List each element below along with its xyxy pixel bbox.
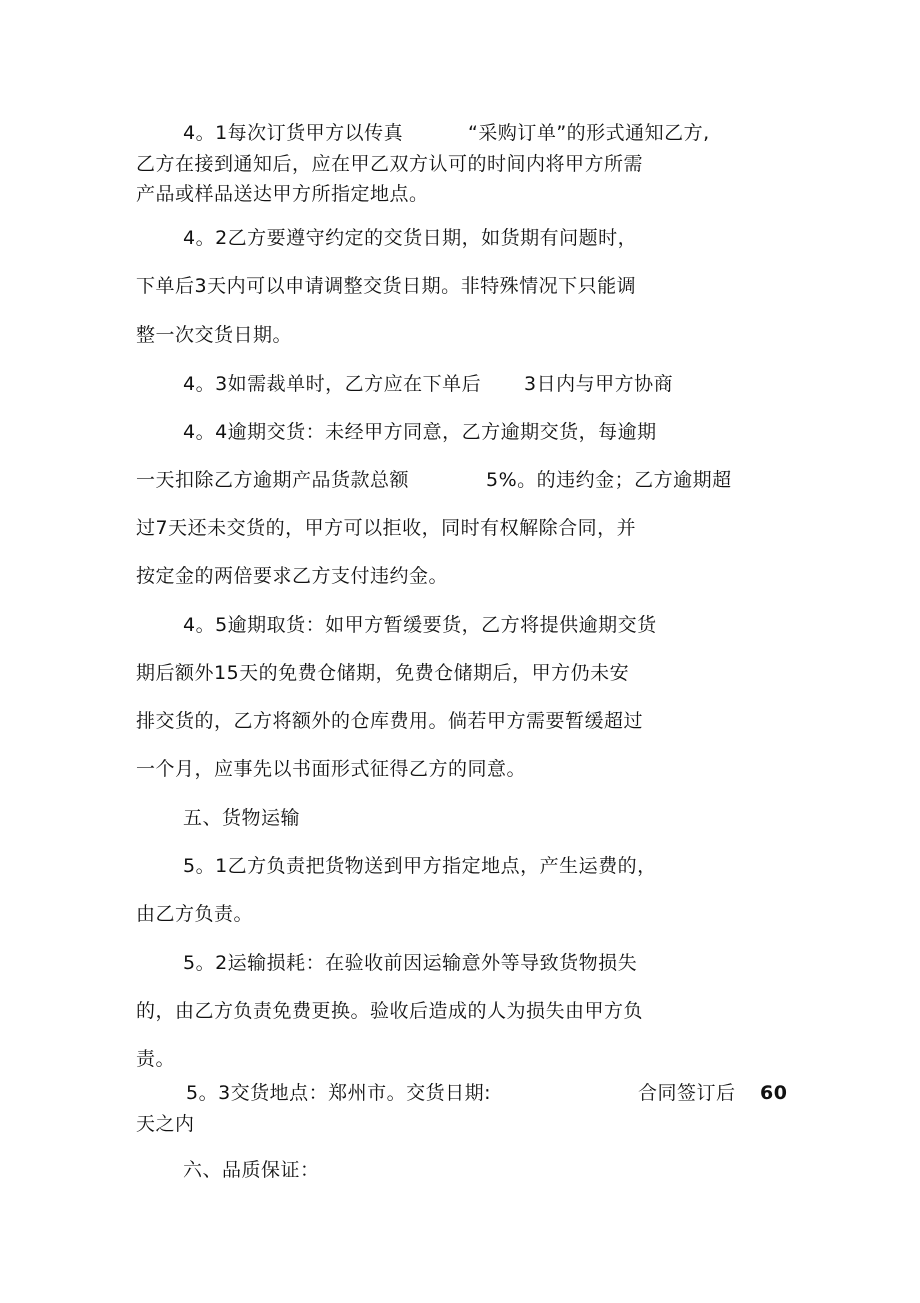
clause-4-2-line-1: 4。2乙方要遵守约定的交货日期，如货期有问题时， (183, 227, 638, 249)
clause-5-2-line-3: 责。 (136, 1048, 176, 1070)
clause-4-2-line-3: 整一次交货日期。 (136, 324, 293, 346)
section-5-heading: 五、货物运输 (183, 807, 301, 829)
section-6-heading: 六、品质保证： (183, 1159, 320, 1181)
clause-4-3-line-1b: 3日内与甲方协商 (524, 373, 674, 395)
clause-4-1-line-1a: 4。1每次订货甲方以传真 (183, 122, 404, 144)
clause-4-5-line-2: 期后额外15天的免费仓储期，免费仓储期后，甲方仍未安 (136, 662, 630, 684)
clause-4-3-line-1a: 4。3如需裁单时，乙方应在下单后 (183, 373, 482, 395)
clause-4-1-line-3: 产品或样品送达甲方所指定地点。 (136, 183, 429, 205)
clause-4-5-line-4: 一个月，应事先以书面形式征得乙方的同意。 (136, 758, 527, 780)
clause-5-3-line-1a: 5。3交货地点：郑州市。交货日期: (186, 1082, 492, 1104)
clause-5-1-line-1: 5。1乙方负责把货物送到甲方指定地点，产生运费的， (183, 855, 657, 877)
clause-4-5-line-1: 4。5逾期取货：如甲方暂缓要货，乙方将提供逾期交货 (183, 614, 657, 636)
clause-4-4-line-1: 4。4逾期交货：未经甲方同意，乙方逾期交货，每逾期 (183, 421, 657, 443)
clause-4-4-line-2a: 一天扣除乙方逾期产品货款总额 (136, 469, 410, 491)
clause-5-2-line-2: 的，由乙方负责免费更换。验收后造成的人为损失由甲方负 (136, 1000, 644, 1022)
clause-4-2-line-2: 下单后3天内可以申请调整交货日期。非特殊情况下只能调 (136, 275, 637, 297)
clause-5-3-line-1b: 合同签订后 (638, 1082, 736, 1104)
clause-5-2-line-1: 5。2运输损耗：在验收前因运输意外等导致货物损失 (183, 952, 638, 974)
clause-4-4-line-2b: 5%。的违约金；乙方逾期超 (486, 469, 732, 491)
clause-5-3-days-number: 60 (760, 1082, 788, 1104)
clause-4-4-line-3: 过7天还未交货的，甲方可以拒收，同时有权解除合同，并 (136, 517, 637, 539)
clause-4-1-line-1b: “采购订单”的形式通知乙方, (468, 122, 710, 144)
clause-4-5-line-3: 排交货的，乙方将额外的仓库费用。倘若甲方需要暂缓超过 (136, 710, 644, 732)
clause-4-1-line-2: 乙方在接到通知后，应在甲乙双方认可的时间内将甲方所需 (136, 153, 644, 175)
clause-4-4-line-4: 按定金的两倍要求乙方支付违约金。 (136, 565, 449, 587)
clause-5-1-line-2: 由乙方负责。 (136, 903, 254, 925)
clause-5-3-line-2: 天之内 (136, 1113, 195, 1135)
